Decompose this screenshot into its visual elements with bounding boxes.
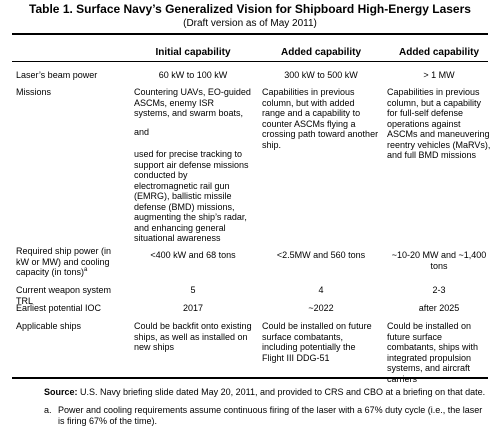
row-label-ioc: Earliest potential IOC [16, 303, 102, 313]
cell-trl-added-1: 4 [318, 285, 324, 295]
source-label: Source: [44, 387, 78, 397]
source-note [44, 387, 488, 398]
cell-missions-added-1: Capabilities in previous column, but with added range and a capability to counter ASCMs flying a crossing path toward another ship. [262, 87, 379, 150]
footnote [44, 405, 488, 427]
top-rule [12, 33, 488, 35]
cell-beam-power-initial: 60 kW to 100 kW [158, 70, 228, 80]
bottom-rule [12, 377, 488, 379]
cell-ship-power-initial: <400 kW and 68 tons [150, 250, 236, 260]
column-header-added-1: Added capability [280, 47, 361, 58]
cell-ships-added-2: Could be installed on future surface combatants, ships with integrated propulsion systems, and aircraft [387, 321, 479, 373]
cell-ioc-added-1: ~2022 [308, 303, 334, 313]
cell-ioc-initial: 2017 [182, 303, 204, 313]
row-label-ship-power-text: Required ship power (in kW or MW) and cooling capacity (in tons) [16, 246, 112, 277]
cell-ships-added-1: Could be installed on future surface combatants, including potentially the Flight III DDG-51 [262, 321, 372, 363]
column-header-initial: Initial capability [155, 47, 231, 58]
footnote-ref: a [84, 267, 88, 273]
cell-beam-power-added-1: 300 kW to 500 kW [284, 70, 358, 80]
footnote-text: Power and cooling requirements assume continuous firing of the laser with a 67% duty cycle (i.e., the laser is firing 67% of the time). [58, 405, 483, 426]
cell-missions-added-2: Capabilities in previous column, but a capability for full-self defense operations against ASCMs and maneuvering reentry vehicles (MaRVs), and full BMD missions [387, 87, 491, 160]
row-label-ship-power [16, 246, 124, 278]
row-label-trl: Current weapon system TRL [16, 285, 112, 306]
cell-trl-added-2: 2-3 [432, 285, 446, 295]
header-rule [12, 61, 488, 62]
source-text: U.S. Navy briefing slide dated May 20, 2011, and provided to CRS and CBO at a briefing on that date. [80, 387, 486, 397]
row-label-applicable-ships: Applicable ships [16, 321, 82, 331]
cell-missions-initial: Countering UAVs, EO-guided ASCMs, enemy ISR systems, and swarm boats, [134, 87, 251, 118]
cell-ship-power-added-1: <2.5MW and 560 tons [276, 250, 366, 260]
row-label-missions: Missions [16, 87, 52, 97]
cell-ships-initial: Could be backfit onto existing ships, as well as installed on new ships [134, 321, 252, 352]
row-label-beam-power: Laser’s beam power [16, 70, 98, 80]
table-subtitle: (Draft version as of May 2011) [183, 18, 317, 29]
cell-beam-power-added-2: > 1 MW [423, 70, 455, 80]
column-header-added-2: Added capability [398, 47, 479, 58]
cell-missions-initial-and: and [134, 127, 150, 137]
cell-ioc-added-2: after 2025 [418, 303, 460, 313]
table-title: Table 1. Surface Navy’s Generalized Vision for Shipboard High-Energy Lasers [29, 2, 471, 16]
cell-ship-power-added-2: ~10-20 MW and ~1,400 tons [391, 250, 487, 271]
footnote-mark: a. [44, 405, 52, 415]
cell-missions-initial-continued: used for precise tracking to support air defense missions conducted by electromagnetic rail gun (EMRG), ballistic missile defense (BMD) missions, augmenting the ship’s radar, and enhancing general situational awareness [134, 149, 249, 243]
cell-trl-initial: 5 [190, 285, 196, 295]
